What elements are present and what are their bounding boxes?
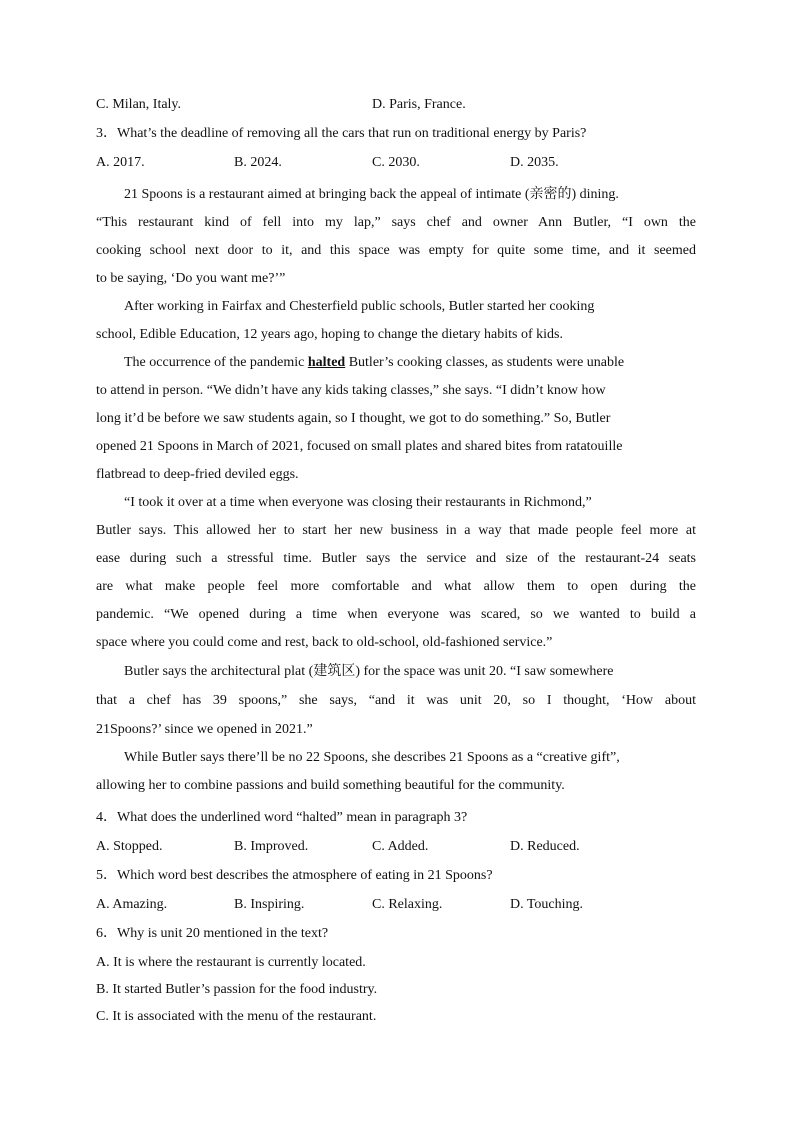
q4-option-d: D. Reduced.: [510, 839, 580, 854]
q3-options: [96, 152, 696, 174]
q4-stem: 4．What does the underlined word “halted” mean in paragraph 3?: [96, 810, 468, 825]
p5-line: that a chef has 39 spoons,” she says, “and it was unit 20, so I thought, ‘How about: [96, 693, 696, 708]
p4-line: “I took it over at a time when everyone was closing their restaurants in Richmond,”: [124, 495, 592, 510]
q4-option-a: A. Stopped.: [96, 839, 163, 854]
p2-line: school, Edible Education, 12 years ago, hoping to change the dietary habits of kids.: [96, 327, 563, 342]
q3-option-b: B. 2024.: [234, 155, 282, 170]
passage-paragraph-6: [96, 744, 696, 800]
p3-first-line: [96, 349, 696, 377]
p1-line: cooking school next door to it, and this space was empty for quite some time, and it seemed: [96, 243, 696, 258]
q3-option-d: D. 2035.: [510, 155, 559, 170]
q5-option-a: A. Amazing.: [96, 897, 168, 912]
p3-line: opened 21 Spoons in March of 2021, focused on small plates and shared bites from ratatouille: [96, 439, 623, 454]
p3-text: Butler’s cooking classes, as students were unable: [345, 355, 625, 370]
p4-line: are what make people feel more comfortable and what allow them to open during the: [96, 579, 696, 594]
passage-paragraph-1: [96, 181, 696, 293]
q4-options: [96, 836, 696, 858]
p5-line: Butler says the architectural plat (建筑区) for the space was unit 20. “I saw somewhere: [124, 664, 614, 679]
q5-option-d: D. Touching.: [510, 897, 584, 912]
p4-line: space where you could come and rest, back to old-school, old-fashioned service.”: [96, 635, 553, 650]
p3-line: long it’d be before we saw students again, so I thought, we got to do something.” So, Butler: [96, 411, 611, 426]
q5-stem: 5．Which word best describes the atmosphere of eating in 21 Spoons?: [96, 868, 493, 883]
p3-line: to attend in person. “We didn’t have any kids taking classes,” she says. “I didn’t know how: [96, 383, 606, 398]
p1-line: to be saying, ‘Do you want me?’”: [96, 271, 286, 286]
q2-option-d: D. Paris, France.: [372, 97, 466, 112]
q6-stem: 6．Why is unit 20 mentioned in the text?: [96, 926, 329, 941]
passage-paragraph-2: [96, 293, 696, 349]
passage-paragraph-3: [96, 349, 696, 489]
q6-option-a: A. It is where the restaurant is currently located.: [96, 955, 366, 970]
q4-option-b: B. Improved.: [234, 839, 309, 854]
p3-text: The occurrence of the pandemic: [124, 355, 308, 370]
p1-line: “This restaurant kind of fell into my lap,” says chef and owner Ann Butler, “I own the: [96, 215, 696, 230]
q3-option-a: A. 2017.: [96, 155, 145, 170]
p2-line: After working in Fairfax and Chesterfield public schools, Butler started her cooking: [124, 299, 595, 314]
q5-option-c: C. Relaxing.: [372, 897, 443, 912]
q2-options: [96, 94, 696, 116]
q6-option-c: C. It is associated with the menu of the restaurant.: [96, 1009, 377, 1024]
document-page: [96, 94, 696, 1028]
p3-line: flatbread to deep-fried deviled eggs.: [96, 467, 299, 482]
passage-paragraph-5: [96, 657, 696, 744]
q3-stem: 3．What’s the deadline of removing all the cars that run on traditional energy by Paris?: [96, 126, 587, 141]
p6-line: While Butler says there’ll be no 22 Spoons, she describes 21 Spoons as a “creative gift”,: [124, 750, 620, 765]
q6-option-b: B. It started Butler’s passion for the food industry.: [96, 982, 378, 997]
p4-line: Butler says. This allowed her to start her new business in a way that made people feel more at: [96, 523, 696, 538]
p4-line: pandemic. “We opened during a time when everyone was scared, so we wanted to build a: [96, 607, 696, 622]
q2-option-c: C. Milan, Italy.: [96, 97, 182, 112]
q4-option-c: C. Added.: [372, 839, 429, 854]
passage-paragraph-4: [96, 489, 696, 657]
q3-option-c: C. 2030.: [372, 155, 420, 170]
p5-line: 21Spoons?’ since we opened in 2021.”: [96, 722, 313, 737]
q5-options: [96, 894, 696, 916]
p1-line: 21 Spoons is a restaurant aimed at bringing back the appeal of intimate (亲密的) dining.: [124, 187, 619, 202]
underlined-word-halted: halted: [307, 355, 346, 370]
p4-line: ease during such a stressful time. Butler says the service and size of the restaurant-24 seats: [96, 551, 696, 566]
q5-option-b: B. Inspiring.: [234, 897, 305, 912]
p6-line: allowing her to combine passions and build something beautiful for the community.: [96, 778, 565, 793]
